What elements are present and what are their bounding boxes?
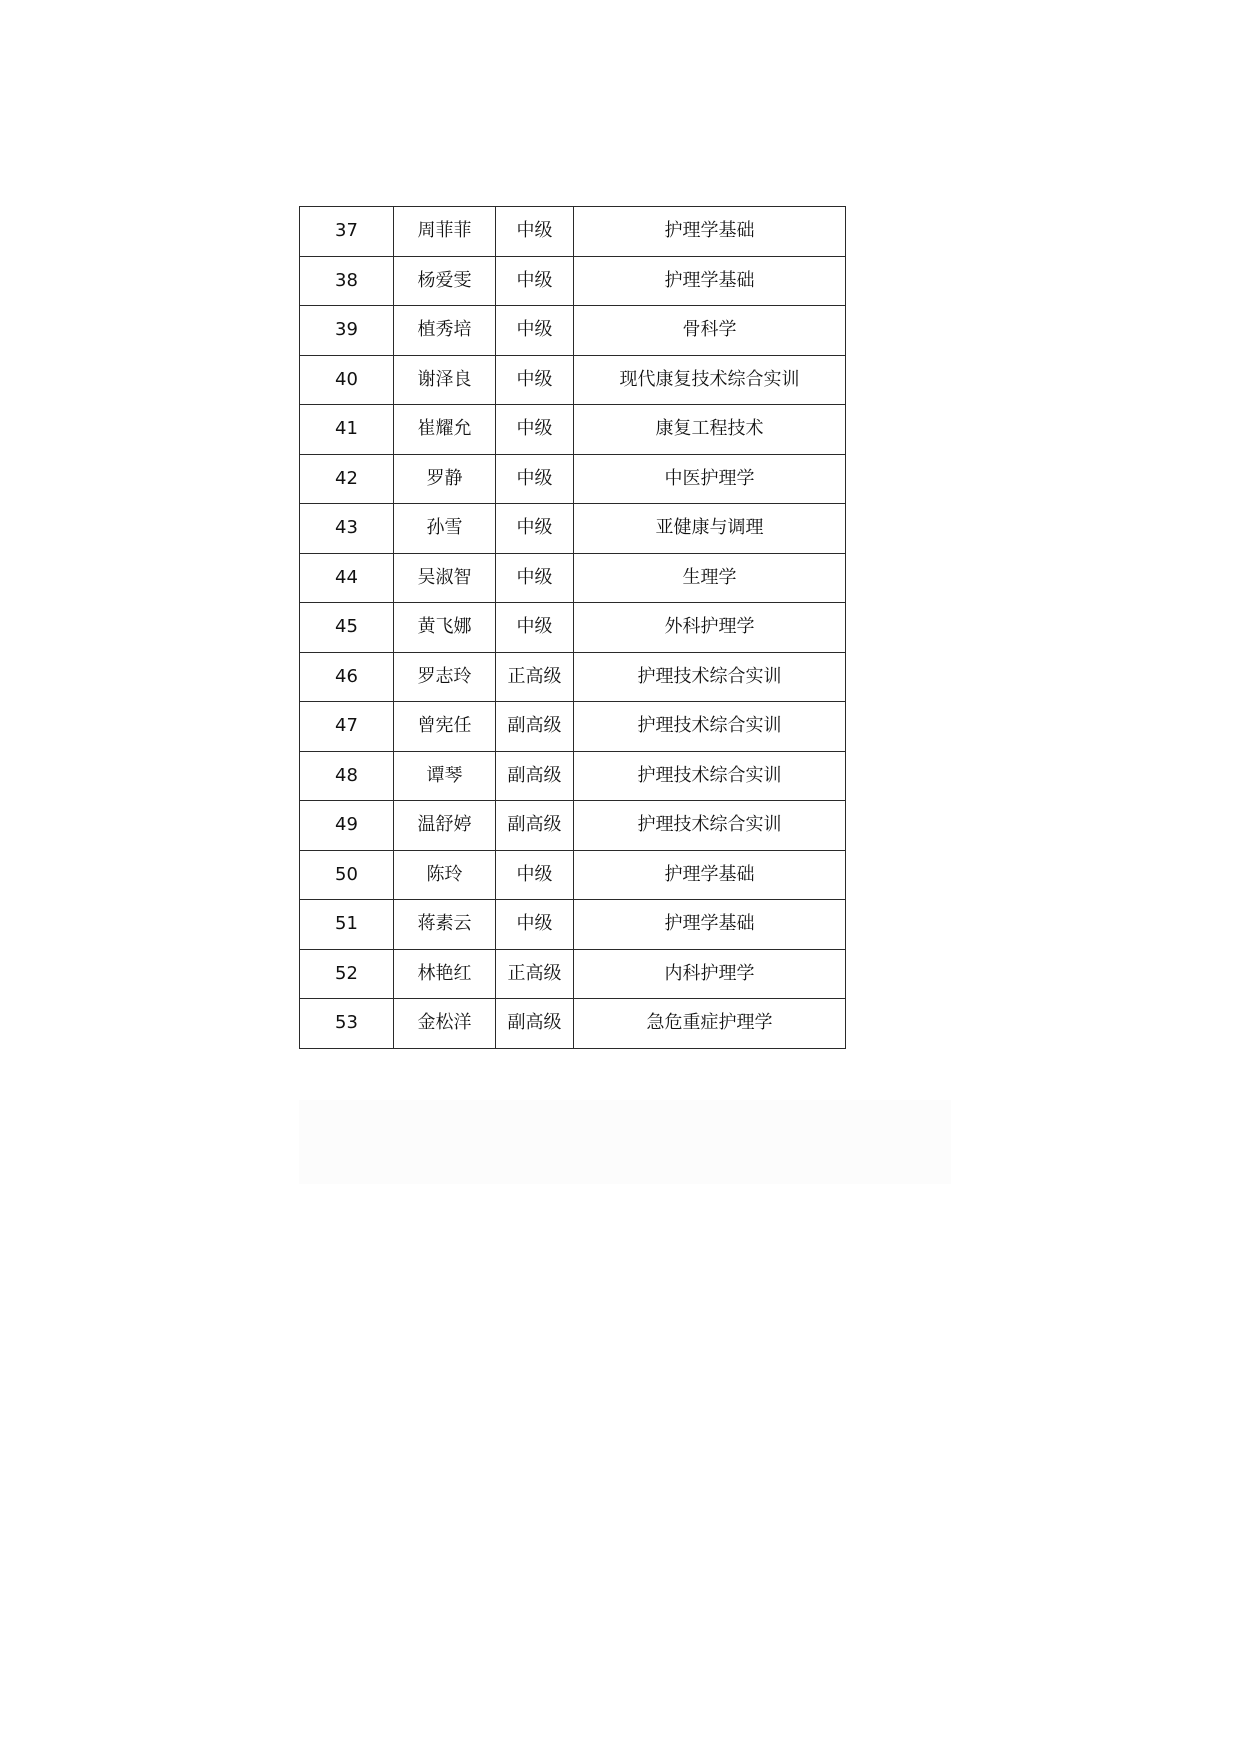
table-row [300,405,846,455]
teacher-name: 曾宪任 [394,702,496,752]
row-number: 50 [300,850,394,900]
row-number: 46 [300,652,394,702]
course-name: 护理学基础 [574,207,846,257]
title-level: 副高级 [496,751,574,801]
course-name: 护理学基础 [574,850,846,900]
row-number: 38 [300,256,394,306]
row-number: 51 [300,900,394,950]
row-number: 37 [300,207,394,257]
title-level: 中级 [496,454,574,504]
teacher-name: 罗志玲 [394,652,496,702]
teacher-name: 蒋素云 [394,900,496,950]
row-number: 53 [300,999,394,1049]
course-name: 外科护理学 [574,603,846,653]
table-row [300,949,846,999]
row-number: 41 [300,405,394,455]
teacher-name: 植秀培 [394,306,496,356]
table-row [300,603,846,653]
course-name: 康复工程技术 [574,405,846,455]
title-level: 副高级 [496,702,574,752]
table-row [300,999,846,1049]
teacher-name: 孙雪 [394,504,496,554]
title-level: 中级 [496,900,574,950]
course-name: 护理技术综合实训 [574,751,846,801]
table-row [300,702,846,752]
table-row [300,751,846,801]
table-row [300,256,846,306]
course-name: 内科护理学 [574,949,846,999]
title-level: 中级 [496,405,574,455]
row-number: 48 [300,751,394,801]
teacher-name: 杨爱雯 [394,256,496,306]
title-level: 中级 [496,207,574,257]
table-row [300,504,846,554]
title-level: 副高级 [496,801,574,851]
title-level: 中级 [496,256,574,306]
teacher-name: 陈玲 [394,850,496,900]
row-number: 40 [300,355,394,405]
teacher-name: 崔耀允 [394,405,496,455]
row-number: 44 [300,553,394,603]
title-level: 中级 [496,355,574,405]
title-level: 中级 [496,603,574,653]
teacher-name: 温舒婷 [394,801,496,851]
row-number: 39 [300,306,394,356]
table-row [300,553,846,603]
title-level: 副高级 [496,999,574,1049]
table-row [300,900,846,950]
row-number: 47 [300,702,394,752]
course-name: 现代康复技术综合实训 [574,355,846,405]
teacher-name: 金松洋 [394,999,496,1049]
teacher-name: 黄飞娜 [394,603,496,653]
course-name: 亚健康与调理 [574,504,846,554]
table-row [300,355,846,405]
row-number: 49 [300,801,394,851]
course-name: 骨科学 [574,306,846,356]
teacher-name: 谭琴 [394,751,496,801]
course-name: 护理技术综合实训 [574,702,846,752]
row-number: 43 [300,504,394,554]
row-number: 45 [300,603,394,653]
title-level: 中级 [496,504,574,554]
table-row [300,306,846,356]
title-level: 中级 [496,850,574,900]
course-name: 急危重症护理学 [574,999,846,1049]
row-number: 42 [300,454,394,504]
teacher-name: 谢泽良 [394,355,496,405]
table-row [300,454,846,504]
table-row [300,850,846,900]
course-name: 护理技术综合实训 [574,652,846,702]
title-level: 正高级 [496,949,574,999]
course-name: 护理学基础 [574,256,846,306]
course-name: 中医护理学 [574,454,846,504]
row-number: 52 [300,949,394,999]
teacher-name: 周菲菲 [394,207,496,257]
teacher-name: 吴淑智 [394,553,496,603]
table-row [300,801,846,851]
title-level: 中级 [496,306,574,356]
teacher-table [299,206,846,1049]
course-name: 护理学基础 [574,900,846,950]
table-row [300,652,846,702]
title-level: 正高级 [496,652,574,702]
table-row [300,207,846,257]
teacher-name: 罗静 [394,454,496,504]
course-name: 护理技术综合实训 [574,801,846,851]
teacher-name: 林艳红 [394,949,496,999]
faint-background-block [299,1100,951,1184]
title-level: 中级 [496,553,574,603]
course-name: 生理学 [574,553,846,603]
